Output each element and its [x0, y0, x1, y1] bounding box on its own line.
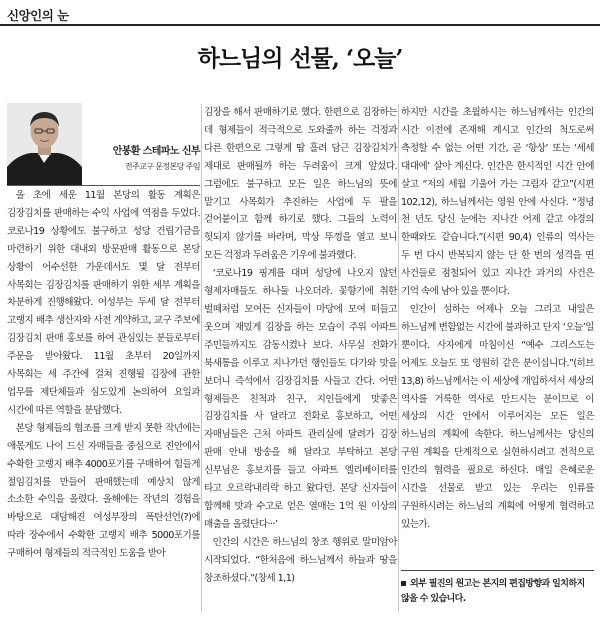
author-byline [82, 142, 200, 172]
paragraph: 본당 형제들의 협조를 크게 받지 못한 작년에는 애몫게도 나이 드신 자매들을 중심으로 진안에서 수확한 고랭지 배추 4000포기를 구매하여 힘들게 절임김치를 만들어 판매했는데 예상치 않게 소소한 수익을 올렸다. 올해에는 작년의 경험을 바탕으로 대담해진 여성부장의 폭탄선언(?)에 따라 장수에서 수확한 고랭지 배추 5000포기를 구매하여 형제들의 적극적인 도움을 받아 [7, 422, 200, 560]
author-name: 안봉환 스테파노 신부 [112, 146, 200, 157]
article-column-3 [401, 104, 594, 534]
column-divider [398, 104, 399, 612]
paragraph: 김장을 해서 판매하기로 했다. 한편으로 김장하는 데 형제들이 적극적으로 도와줄까 하는 걱정과 다른 한편으로 그렇게 땀 흘려 담근 김장김치가 제대로 판매될까 하는 두려움이 크게 앞섰다. 그럼에도 불구하고 모든 일은 하느님의 뜻에 맡기고 사목회가 추진하는 사업에 두 팔을 걷어붙이고 함께 하기로 했다. 그들의 노력이 헛되지 않기를 바라며, 막상 뚜껑을 열고 보니 모든 걱정과 두려움은 기우에 불과했다. [204, 107, 397, 262]
article-column-2 [204, 104, 397, 587]
square-bullet-icon [401, 581, 406, 586]
header-rule [0, 24, 600, 26]
author-role: 전주교구 문정본당 주임 [124, 162, 200, 171]
editorial-disclaimer [401, 570, 594, 607]
article-title: 하느님의 선물, ‘오늘’ [197, 45, 403, 72]
paragraph: 올 초에 세운 11월 본당의 활동 계획은 김장김치를 판매하는 수익 사업에 역점을 두었다. 코로나19 상황에도 불구하고 성당 건립기금을 마련하기 위한 대내외 방문판매 활동으로 본당 상황이 어수선한 가운데서도 몇 달 전부터 사목회는 김장김치를 판매하기 위한 세부 계획을 차분하게 진행해왔다. 여성부는 두세 달 전부터 고랭지 배추 생산자와 사전 계약하고, 교구 주보에 김장김치 판매 홍보를 하여 관심있는 분들로부터 주문을 받아왔다. 11월 초부터 20일까지 사목회는 세 주간에 걸쳐 진행될 김장에 관한 업무를 제단체들과 심도있게 논의하여 요일과 시간에 따른 역할을 분담했다. [7, 190, 200, 416]
author-photo [7, 103, 82, 185]
column-divider [201, 104, 202, 612]
section-label: 신앙인의 눈 [7, 8, 69, 23]
paragraph: 인간이 섬하는 어제나 오늘 그리고 내일은 하느님께 변함없는 시간에 불과하고 단지 ‘오늘’일 뿐이다. 사자에게 마침이신 “예수 그리스도는 어제도 오늘도 또 영원히 같은 분이십니다.”(히브 13,8) 하느님께서는 이 세상에 개입하셔서 세상의 역사를 거룩한 역사로 만드시는 분이므로 이 세상의 시간 안에서 이루어지는 모든 일은 하느님의 계획에 속한다. 하느님께서는 당신의 구원 계획을 단계적으로 실현하시려고 전적으로 인간의 협력을 필요로 하신다. 매일 은혜로운 시간을 선물로 받고 있는 우리는 인류를 구원하시려는 하느님의 계획에 어떻게 협력하고 있는가. [401, 303, 594, 530]
paragraph: ‘코로나19 핑계를 대며 성당에 나오지 않던 형제자매들도 하나둘 나오더라. 꽃향기에 취한 벌떼처럼 모여든 신자들이 마당에 모여 떠들고 웃으며 재밌게 김장을 하는 모습이 주위 아파트 주민들까지도 감동시켰나 보다. 사무실 전화가 북새통을 이루고 지나가던 행인들도 다가와 맛을 보더니 즉석에서 김장김치를 사들고 간다. 어떤 형제들은 친척과 친구, 지인들에게 맛좋은 김장김치를 사 달라고 전화로 홍보하고, 어떤 자매님들은 근처 아파트 관리실에 달려가 김장 판매 안내 방송을 해 달라고 부탁하고 본당 신부님은 홍보지를 들고 아파트 엘리베이터를 타고 오르락내리락 하고 왔다던. 본당 신자들이 합께해 맛과 수고로 얻은 열매는 1억 원 이상의 매출을 올렸단다···’ [204, 268, 397, 530]
article-column-1 [7, 187, 200, 563]
disclaimer-text: 외부 필진의 원고는 본지의 편집방향과 일치하지 않을 수 있습니다. [401, 579, 585, 604]
byline-divider [7, 185, 200, 186]
paragraph: 인간의 시간은 하느님의 창조 행위로 말미암아 시작되었다. “한처음에 하느님께서 하늘과 땅을 창조하셨다.”(창세 1,1) [204, 536, 397, 584]
paragraph: 하지만 시간을 초월하시는 하느님께서는 인간의 시간 이전에 존재해 계시고 인간의 척도로써 측정할 수 없는 어떤 기간, 곧 ‘항상’ 또는 ‘세세 대대에’ 살아 계신다. 인간은 한시적인 시간 안에 살고 “저의 세월 기울어 가는 그림자 같고”(시편 102,12), 하느님께서는 영원 안에 사신다. “정녕 천 년도 당신 눈에는 지나간 어제 같고 야경의 한때와도 같습니다.”(시편 90,4) 인류의 역사는 두 번 다시 반복되지 않는 단 한 번의 성격을 띤 사건들로 점철되어 있고 지나간 과거의 사건은 기억 속에 남아 있을 뿐이다. [401, 107, 594, 298]
